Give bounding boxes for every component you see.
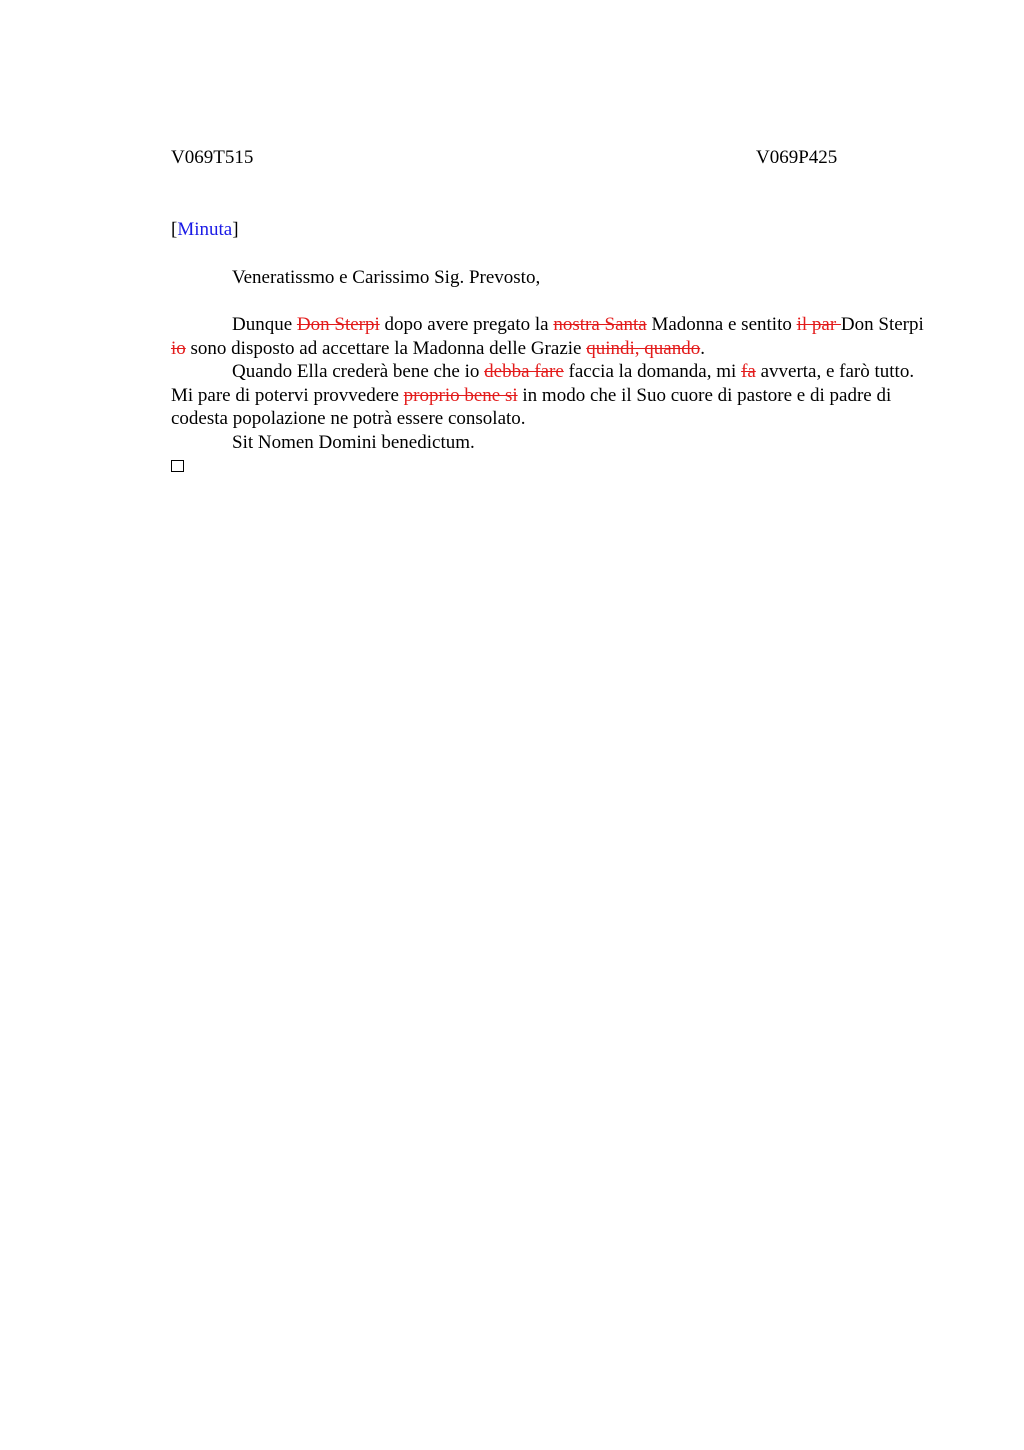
text-segment: sono disposto ad accettare la Madonna delle Grazie bbox=[185, 337, 587, 359]
text-segment: avverta, e farò tutto. Mi pare di potervi provvedere bbox=[171, 361, 915, 406]
deleted-text: il par bbox=[796, 314, 841, 335]
document-page bbox=[171, 146, 927, 478]
text-segment: Don Sterpi bbox=[840, 314, 924, 335]
letter-body bbox=[171, 313, 927, 455]
letter-paragraph bbox=[171, 313, 927, 360]
deleted-text: fa bbox=[741, 361, 756, 383]
label-word: Minuta bbox=[177, 219, 233, 240]
deleted-text: Don Sterpi bbox=[296, 314, 380, 335]
deleted-text: quindi, quando bbox=[586, 337, 701, 359]
text-segment: Dunque bbox=[232, 314, 297, 335]
label-close-bracket: ] bbox=[232, 219, 239, 240]
empty-square-icon bbox=[171, 460, 184, 472]
text-segment: in modo che il Suo cuore di pastore e di padre di codesta popolazione ne potrà essere consolato. bbox=[171, 384, 892, 430]
text-segment: Quando Ella crederà bene che io bbox=[232, 361, 485, 383]
end-mark bbox=[171, 455, 927, 478]
letter-paragraph bbox=[171, 431, 927, 455]
letter-paragraph bbox=[171, 360, 927, 431]
text-segment: Sit Nomen Domini benedictum. bbox=[232, 431, 475, 453]
deleted-text: io bbox=[171, 337, 186, 359]
text-segment: Madonna e sentito bbox=[646, 314, 797, 335]
text-segment: faccia la domanda, mi bbox=[563, 361, 742, 383]
document-label bbox=[171, 218, 927, 242]
deleted-text: nostra Santa bbox=[553, 314, 647, 335]
deleted-text: debba fare bbox=[484, 361, 564, 383]
label-open-bracket: [ bbox=[171, 219, 178, 240]
deleted-text: proprio bene si bbox=[403, 384, 518, 406]
text-segment: dopo avere pregato la bbox=[379, 314, 554, 335]
text-segment: . bbox=[700, 337, 705, 359]
letter-salutation: Veneratissmo e Carissimo Sig. Prevosto, bbox=[232, 267, 541, 288]
document-code-left: V069T515 bbox=[171, 147, 254, 168]
document-code-right: V069P425 bbox=[756, 147, 838, 168]
document-header bbox=[171, 146, 927, 170]
